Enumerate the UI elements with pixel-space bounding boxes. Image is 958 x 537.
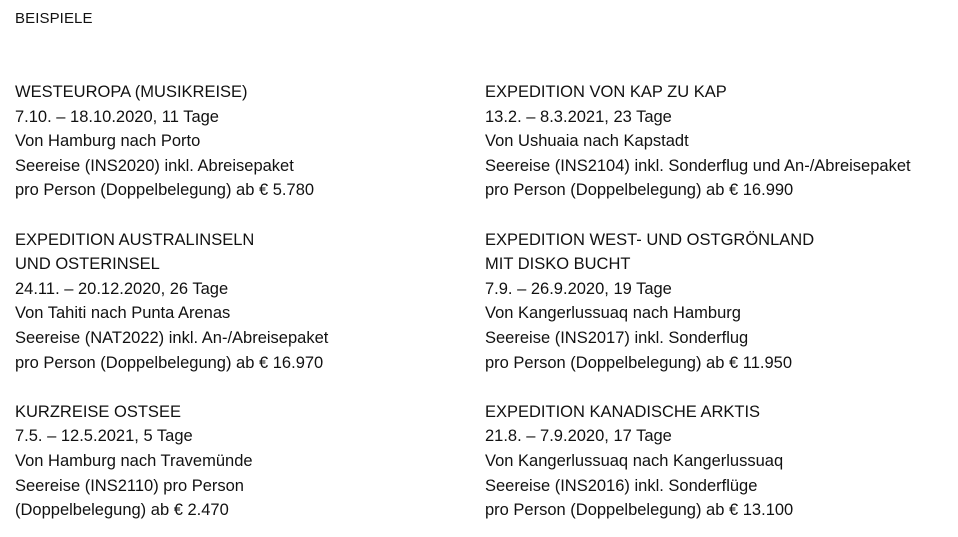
trip-detail-line: Von Kangerlussuaq nach Hamburg	[485, 304, 741, 323]
trip-detail-line: 24.11. – 20.12.2020, 26 Tage	[15, 279, 229, 298]
trip-detail-line: Von Hamburg nach Porto	[15, 132, 201, 151]
trip-title: KURZREISE OSTSEE	[15, 402, 181, 421]
trip-detail-line: (Doppelbelegung) ab € 2.470	[15, 501, 229, 520]
trip-detail-line: Seereise (INS2104) inkl. Sonderflug und An-/Abreisepaket	[485, 156, 911, 175]
trip-detail-line: 7.9. – 26.9.2020, 19 Tage	[485, 279, 672, 298]
trip-detail-line: pro Person (Doppelbelegung) ab € 16.990	[485, 181, 794, 200]
trip-detail-line: 21.8. – 7.9.2020, 17 Tage	[485, 427, 672, 446]
trip-block	[15, 228, 465, 376]
trip-title: EXPEDITION WEST- UND OSTGRÖNLAND	[485, 230, 815, 249]
page-heading: BEISPIELE	[15, 10, 93, 27]
trip-title: EXPEDITION VON KAP ZU KAP	[485, 83, 727, 101]
trip-detail-line: Von Hamburg nach Travemünde	[15, 451, 253, 470]
trip-detail-line: Von Kangerlussuaq nach Kangerlussuaq	[485, 451, 784, 470]
trip-detail-line: pro Person (Doppelbelegung) ab € 13.100	[485, 501, 794, 520]
trip-title: EXPEDITION AUSTRALINSELN	[15, 230, 255, 249]
trip-detail-line: MIT DISKO BUCHT	[485, 255, 631, 274]
trip-detail-line: pro Person (Doppelbelegung) ab € 16.970	[15, 353, 324, 372]
right-column	[485, 80, 945, 523]
trip-block	[485, 228, 945, 376]
trip-detail-line: Seereise (INS2017) inkl. Sonderflug	[485, 328, 749, 347]
trip-detail-line: Seereise (INS2020) inkl. Abreisepaket	[15, 156, 294, 175]
trip-detail-line: 7.5. – 12.5.2021, 5 Tage	[15, 427, 193, 446]
trip-detail-line: Seereise (INS2016) inkl. Sonderflüge	[485, 476, 758, 495]
left-column	[15, 80, 465, 523]
trip-detail-line: Von Tahiti nach Punta Arenas	[15, 304, 231, 323]
trip-block	[485, 400, 945, 523]
trip-detail-line: pro Person (Doppelbelegung) ab € 5.780	[15, 181, 315, 200]
trip-block	[15, 400, 465, 523]
trip-detail-line: Von Ushuaia nach Kapstadt	[485, 132, 689, 151]
trip-detail-line: 7.10. – 18.10.2020, 11 Tage	[15, 107, 219, 126]
trip-block	[15, 80, 465, 203]
trip-detail-line: pro Person (Doppelbelegung) ab € 11.950	[485, 353, 792, 372]
trip-title: EXPEDITION KANADISCHE ARKTIS	[485, 402, 761, 421]
trip-detail-line: UND OSTERINSEL	[15, 255, 160, 274]
trip-detail-line: Seereise (INS2110) pro Person	[15, 476, 244, 495]
trip-title: WESTEUROPA (MUSIKREISE)	[15, 83, 248, 101]
trip-detail-line: 13.2. – 8.3.2021, 23 Tage	[485, 107, 672, 126]
trip-detail-line: Seereise (NAT2022) inkl. An-/Abreisepaket	[15, 328, 329, 347]
trip-block	[485, 80, 945, 203]
